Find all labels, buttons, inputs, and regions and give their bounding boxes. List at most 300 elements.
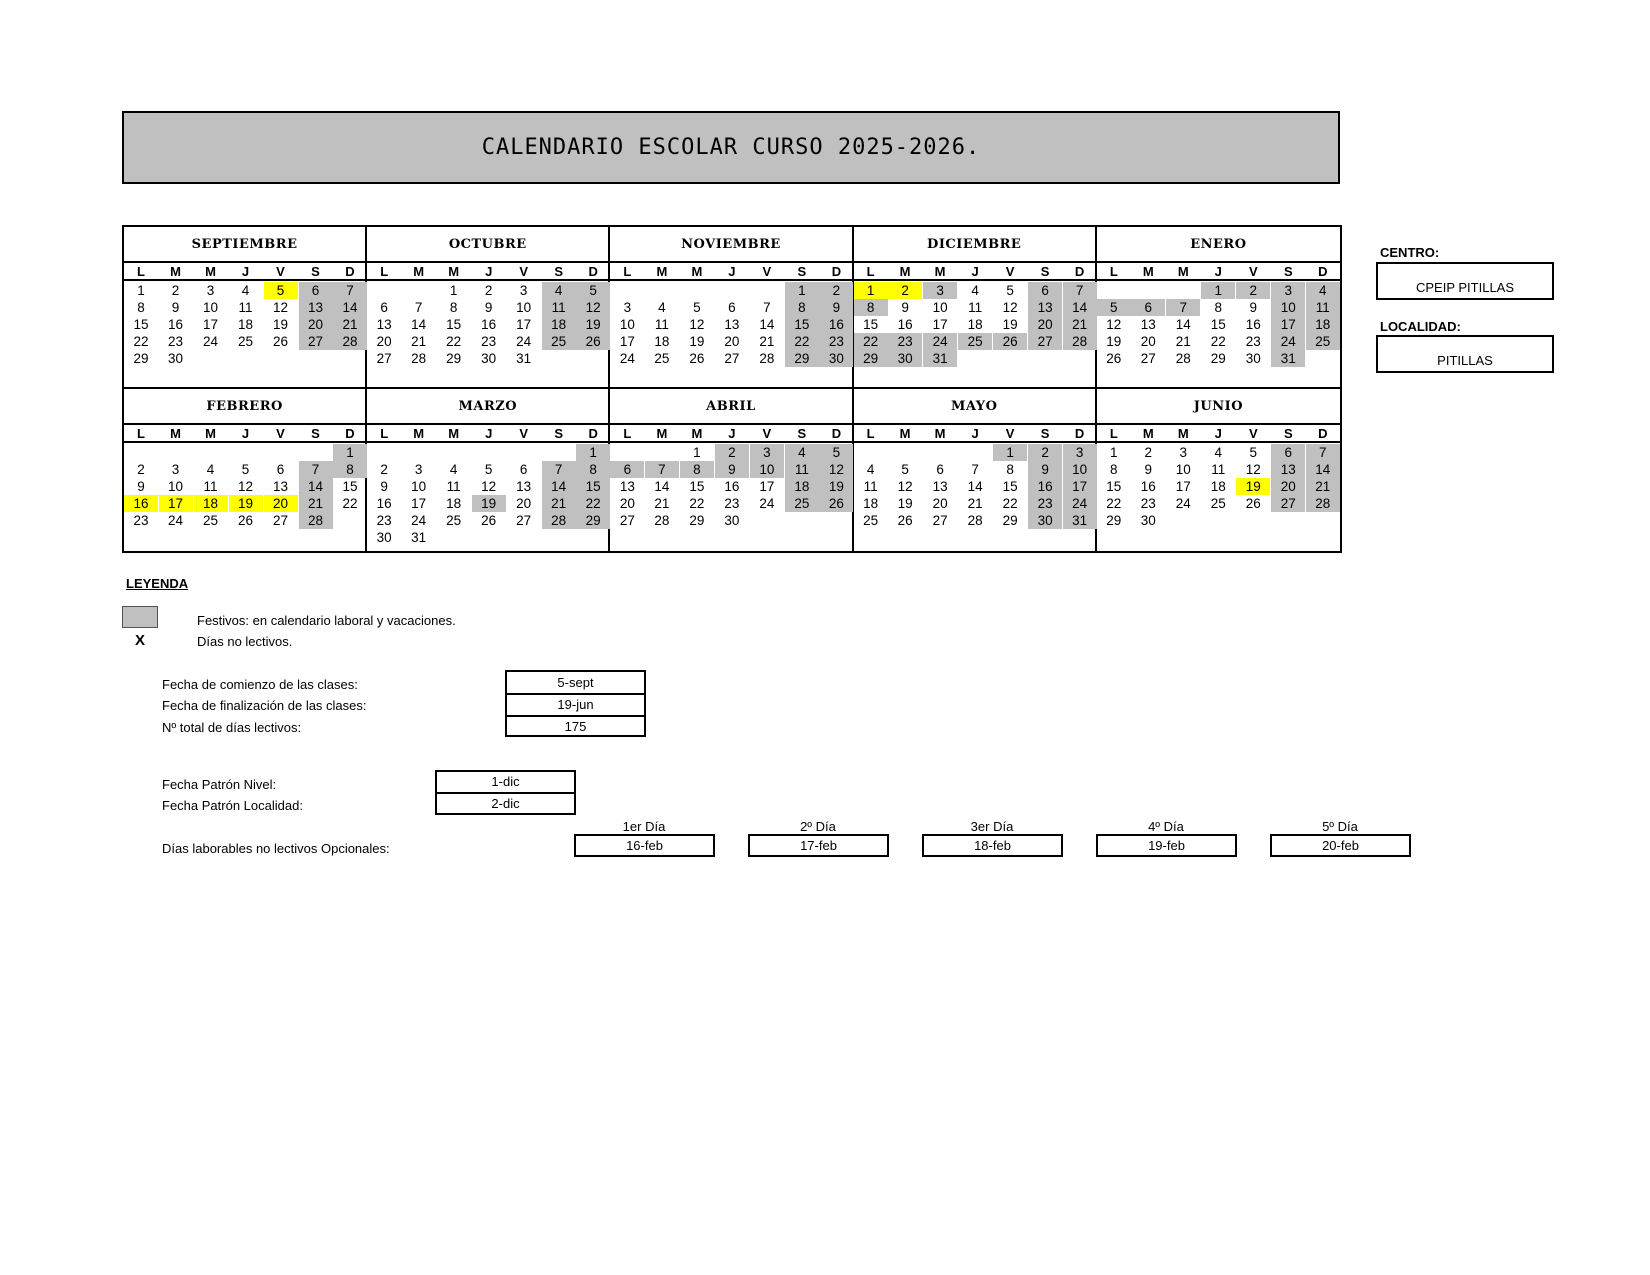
- day-cell: 28: [1306, 495, 1340, 512]
- day-cell: 18: [863, 496, 879, 511]
- day-cell: 11: [542, 299, 576, 316]
- day-cell: 1: [1201, 282, 1235, 299]
- month-octubre: [367, 227, 610, 389]
- day-cell: 2: [137, 462, 145, 477]
- day-cell: 23: [819, 333, 853, 350]
- day-cell: 13: [1028, 299, 1062, 316]
- month-febrero: [124, 389, 367, 551]
- day-cell: 9: [484, 300, 493, 315]
- day-cell: 12: [897, 479, 913, 494]
- day-cell: 31: [516, 351, 532, 366]
- day-cell: 24: [167, 513, 184, 528]
- fechas-box: [505, 670, 646, 737]
- day-cell: 22: [1106, 496, 1122, 511]
- day-cell: 3: [171, 462, 180, 477]
- day-cell: 18: [785, 478, 819, 495]
- day-cell: 25: [1210, 496, 1226, 511]
- calendar-grid: [122, 225, 1342, 553]
- opcional-day-value: 17-feb: [748, 834, 889, 857]
- weekday-label: L: [1109, 426, 1118, 441]
- day-cell: 29: [446, 351, 462, 366]
- day-cell: 18: [446, 496, 462, 511]
- finalizacion-value: 19-jun: [507, 695, 644, 717]
- day-cell: 6: [1028, 282, 1062, 299]
- x-symbol: X: [135, 632, 146, 649]
- day-cell: 4: [658, 300, 666, 315]
- day-cell: 17: [932, 317, 948, 332]
- weekday-header: [610, 263, 851, 281]
- day-cell: 28: [1063, 333, 1097, 350]
- day-cell: 8: [1006, 462, 1014, 477]
- weekday-label: S: [311, 264, 320, 279]
- weekday-label: J: [241, 264, 250, 279]
- month-junio: [1097, 389, 1340, 551]
- month-septiembre: [124, 227, 367, 389]
- month-enero: [1097, 227, 1340, 389]
- day-cell: 10: [1271, 299, 1305, 316]
- day-cell: 11: [785, 461, 819, 478]
- day-cell: 10: [750, 461, 784, 478]
- day-cell: 24: [202, 334, 219, 349]
- weekday-label: D: [1318, 426, 1328, 441]
- day-cell: 30: [1028, 512, 1062, 529]
- day-cell: 19: [689, 334, 705, 349]
- day-cell: 27: [1028, 333, 1062, 350]
- weekday-label: M: [691, 426, 703, 441]
- day-cell: 13: [1271, 461, 1305, 478]
- weekday-label: M: [656, 264, 668, 279]
- day-cell: 8: [576, 461, 610, 478]
- weekday-label: D: [831, 264, 842, 279]
- day-cell: 26: [993, 333, 1027, 350]
- day-cell: 5: [576, 282, 610, 299]
- day-cell: 5: [264, 282, 298, 299]
- day-cell: 6: [1131, 299, 1165, 316]
- day-cell: 17: [1271, 316, 1305, 333]
- day-cell: 29: [854, 350, 888, 367]
- weekday-label: S: [554, 426, 564, 441]
- weekday-label: V: [762, 426, 772, 441]
- weekday-label: S: [1040, 426, 1050, 441]
- day-cell: 1: [1110, 445, 1118, 460]
- day-cell: 30: [888, 350, 922, 367]
- day-cell: 30: [481, 351, 497, 366]
- day-cell: 21: [759, 334, 775, 349]
- day-cell: 25: [202, 513, 219, 528]
- weekday-label: L: [623, 426, 632, 441]
- day-cell: 27: [272, 513, 289, 528]
- day-cell: 17: [1175, 479, 1191, 494]
- day-cell: 31: [1063, 512, 1097, 529]
- day-cell: 21: [542, 495, 576, 512]
- day-cell: 9: [1144, 462, 1153, 477]
- weekday-label: L: [866, 264, 875, 279]
- day-cell: 13: [724, 317, 740, 332]
- day-cell: 23: [1028, 495, 1062, 512]
- day-cell: 22: [854, 333, 888, 350]
- day-cell: 17: [1063, 478, 1097, 495]
- weekday-label: D: [831, 426, 842, 441]
- day-cell: 8: [680, 461, 714, 478]
- day-cell: 30: [1140, 513, 1156, 528]
- weekday-label: S: [554, 264, 564, 279]
- weekday-label: L: [137, 264, 145, 279]
- day-cell: 4: [542, 282, 576, 299]
- weekday-label: S: [797, 426, 807, 441]
- day-cell: 16: [1245, 317, 1261, 332]
- day-cell: 8: [1214, 300, 1223, 315]
- day-cell: 11: [654, 317, 669, 332]
- weekday-label: J: [1214, 426, 1222, 441]
- day-cell: 18: [654, 334, 670, 349]
- weekday-label: V: [1248, 426, 1258, 441]
- day-cell: 21: [1306, 478, 1340, 495]
- weekday-header: [367, 263, 608, 281]
- weekday-label: D: [1074, 426, 1085, 441]
- festivos-text: Festivos: en calendario laboral y vacaciones.: [197, 613, 456, 628]
- weekday-label: V: [1248, 264, 1258, 279]
- day-cell: 1: [854, 282, 888, 299]
- day-cell: 12: [237, 479, 254, 494]
- day-cell: 7: [763, 300, 771, 315]
- weekday-label: M: [1177, 426, 1189, 441]
- day-cell: 4: [449, 462, 458, 477]
- day-cell: 20: [264, 495, 298, 512]
- weekday-label: V: [276, 264, 285, 279]
- day-cell: 11: [238, 300, 253, 315]
- day-cell: 6: [610, 461, 644, 478]
- day-cell: 9: [380, 479, 388, 494]
- day-cell: 14: [759, 317, 775, 332]
- day-cell: 10: [1063, 461, 1097, 478]
- day-cell: 8: [854, 299, 888, 316]
- weekday-header: [610, 425, 851, 443]
- day-cell: 23: [133, 513, 149, 528]
- weekday-label: M: [1142, 426, 1154, 441]
- weekday-label: D: [1318, 264, 1328, 279]
- no-lectivos-text: Días no lectivos.: [197, 634, 293, 649]
- day-cell: 22: [133, 334, 149, 349]
- day-cell: 3: [923, 282, 957, 299]
- weekday-label: L: [137, 426, 145, 441]
- day-cell: 23: [481, 334, 497, 349]
- day-cell: 30: [1245, 351, 1261, 366]
- day-cell: 3: [519, 283, 528, 298]
- day-cell: 16: [376, 496, 392, 511]
- day-cell: 26: [1245, 496, 1261, 511]
- day-cell: 28: [542, 512, 576, 529]
- day-cell: 21: [299, 495, 333, 512]
- day-cell: 27: [619, 513, 635, 528]
- day-cell: 17: [411, 496, 427, 511]
- opcional-day-title: 2º Día: [800, 819, 836, 834]
- day-cell: 29: [689, 513, 705, 528]
- weekday-label: M: [448, 264, 460, 279]
- day-cell: 27: [932, 513, 948, 528]
- day-cell: 10: [516, 300, 532, 315]
- day-cell: 28: [1175, 351, 1191, 366]
- page-title: CALENDARIO ESCOLAR CURSO 2025-2026.: [481, 135, 981, 160]
- day-cell: 14: [542, 478, 576, 495]
- leyenda-title: LEYENDA: [126, 576, 189, 591]
- day-cell: 7: [414, 300, 423, 315]
- weekday-label: J: [971, 426, 979, 441]
- day-cell: 24: [1175, 496, 1191, 511]
- day-cell: 13: [516, 479, 532, 494]
- day-cell: 27: [1271, 495, 1305, 512]
- opcional-day-value: 18-feb: [922, 834, 1063, 857]
- day-cell: 16: [124, 495, 158, 512]
- day-cell: 22: [342, 496, 358, 511]
- day-cell: 2: [171, 283, 180, 298]
- day-cell: 9: [819, 299, 853, 316]
- weekday-label: V: [519, 264, 529, 279]
- day-cell: 14: [654, 479, 670, 494]
- day-cell: 6: [380, 300, 388, 315]
- weekday-label: J: [1214, 264, 1222, 279]
- day-cell: 6: [728, 300, 736, 315]
- weekday-label: M: [899, 264, 911, 279]
- day-cell: 2: [1144, 445, 1153, 460]
- day-cell: 10: [1175, 462, 1191, 477]
- month-marzo: [367, 389, 610, 551]
- comienzo-value: 5-sept: [507, 672, 644, 695]
- centro-value: CPEIP PITILLAS: [1415, 280, 1515, 295]
- day-cell: 18: [194, 495, 228, 512]
- opcional-day-title: 5º Día: [1322, 819, 1358, 834]
- day-cell: 29: [1210, 351, 1226, 366]
- weekday-label: V: [762, 264, 772, 279]
- day-cell: 19: [897, 496, 913, 511]
- day-cell: 6: [936, 462, 944, 477]
- weekday-header: [124, 425, 365, 443]
- day-cell: 14: [1306, 461, 1340, 478]
- day-cell: 31: [411, 530, 427, 545]
- centro-box: [1376, 262, 1554, 300]
- day-cell: 21: [1063, 316, 1097, 333]
- day-cell: 14: [299, 478, 333, 495]
- day-cell: 19: [1002, 317, 1018, 332]
- day-cell: 22: [446, 334, 462, 349]
- day-cell: 16: [724, 479, 740, 494]
- day-cell: 30: [167, 351, 184, 366]
- day-cell: 21: [1175, 334, 1191, 349]
- weekday-label: L: [623, 264, 632, 279]
- day-cell: 19: [472, 495, 506, 512]
- day-cell: 19: [272, 317, 289, 332]
- day-cell: 15: [446, 317, 462, 332]
- day-cell: 24: [1063, 495, 1097, 512]
- day-cell: 2: [380, 462, 388, 477]
- day-cell: 23: [1140, 496, 1156, 511]
- month-name: SEPTIEMBRE: [124, 227, 365, 263]
- day-cell: 3: [623, 300, 632, 315]
- day-cell: 10: [167, 479, 184, 494]
- day-cell: 1: [137, 283, 145, 298]
- weekday-label: S: [1283, 264, 1293, 279]
- weekday-label: V: [276, 426, 285, 441]
- day-cell: 28: [333, 333, 367, 350]
- day-cell: 16: [819, 316, 853, 333]
- day-cell: 26: [576, 333, 610, 350]
- day-cell: 15: [133, 317, 149, 332]
- weekday-label: M: [413, 426, 425, 441]
- day-cell: 19: [1106, 334, 1122, 349]
- weekday-label: D: [345, 264, 355, 279]
- day-cell: 5: [241, 462, 250, 477]
- day-cell: 9: [715, 461, 749, 478]
- day-cell: 4: [971, 283, 979, 298]
- weekday-label: M: [448, 426, 460, 441]
- weekday-label: M: [934, 426, 946, 441]
- day-cell: 17: [759, 479, 775, 494]
- day-cell: 6: [276, 462, 285, 477]
- day-cell: 19: [576, 316, 610, 333]
- day-cell: 20: [1140, 334, 1156, 349]
- weekday-label: J: [728, 426, 736, 441]
- weekday-label: M: [170, 426, 181, 441]
- day-cell: 3: [750, 444, 784, 461]
- opcional-day-value: 16-feb: [574, 834, 715, 857]
- day-cell: 7: [1166, 299, 1200, 316]
- day-cell: 12: [576, 299, 610, 316]
- day-cell: 4: [1214, 445, 1223, 460]
- calendar-title-box: [122, 111, 1340, 184]
- day-cell: 10: [202, 300, 219, 315]
- day-cell: 1: [693, 445, 701, 460]
- day-cell: 20: [619, 496, 635, 511]
- day-cell: 4: [785, 444, 819, 461]
- day-cell: 5: [1006, 283, 1014, 298]
- day-cell: 11: [968, 300, 983, 315]
- day-cell: 20: [299, 316, 333, 333]
- day-cell: 23: [376, 513, 392, 528]
- day-cell: 26: [481, 513, 497, 528]
- weekday-label: J: [485, 264, 493, 279]
- opcionales-label: Días laborables no lectivos Opcionales:: [162, 841, 390, 856]
- day-cell: 13: [299, 299, 333, 316]
- day-cell: 9: [137, 479, 145, 494]
- day-cell: 8: [449, 300, 458, 315]
- day-cell: 21: [333, 316, 367, 333]
- day-cell: 7: [542, 461, 576, 478]
- day-cell: 3: [1063, 444, 1097, 461]
- day-cell: 6: [1271, 444, 1305, 461]
- day-cell: 25: [863, 513, 879, 528]
- month-name: ENERO: [1097, 227, 1340, 263]
- weekday-header: [1097, 263, 1340, 281]
- opcional-day-title: 3er Día: [970, 819, 1014, 834]
- day-cell: 21: [967, 496, 983, 511]
- day-cell: 7: [1063, 282, 1097, 299]
- day-cell: 25: [446, 513, 462, 528]
- day-cell: 21: [411, 334, 427, 349]
- day-cell: 27: [299, 333, 333, 350]
- day-cell: 1: [449, 283, 458, 298]
- weekday-label: M: [413, 264, 425, 279]
- day-cell: 16: [1028, 478, 1062, 495]
- day-cell: 14: [967, 479, 983, 494]
- month-name: FEBRERO: [124, 389, 365, 425]
- day-cell: 17: [159, 495, 193, 512]
- day-cell: 29: [785, 350, 819, 367]
- day-cell: 22: [1210, 334, 1226, 349]
- day-cell: 8: [137, 300, 145, 315]
- day-cell: 9: [1028, 461, 1062, 478]
- weekday-label: L: [1109, 264, 1118, 279]
- day-cell: 19: [229, 495, 263, 512]
- day-cell: 7: [299, 461, 333, 478]
- day-cell: 7: [645, 461, 679, 478]
- weekday-header: [854, 425, 1095, 443]
- weekday-label: M: [170, 264, 181, 279]
- weekday-label: V: [519, 426, 529, 441]
- weekday-label: M: [205, 426, 216, 441]
- day-cell: 12: [272, 300, 289, 315]
- weekday-label: J: [971, 264, 979, 279]
- day-cell: 5: [1249, 445, 1258, 460]
- day-cell: 25: [654, 351, 670, 366]
- day-cell: 15: [1106, 479, 1122, 494]
- opcional-day-value: 20-feb: [1270, 834, 1411, 857]
- day-cell: 17: [516, 317, 532, 332]
- day-cell: 11: [446, 479, 461, 494]
- day-cell: 24: [1271, 333, 1305, 350]
- day-cell: 18: [967, 317, 983, 332]
- day-cell: 9: [171, 300, 180, 315]
- weekday-label: V: [1005, 264, 1015, 279]
- day-cell: 15: [863, 317, 879, 332]
- day-cell: 29: [133, 351, 149, 366]
- day-cell: 12: [481, 479, 497, 494]
- weekday-label: J: [241, 426, 250, 441]
- day-cell: 2: [1028, 444, 1062, 461]
- day-cell: 3: [1179, 445, 1188, 460]
- day-cell: 19: [1236, 478, 1270, 495]
- day-cell: 27: [376, 351, 392, 366]
- day-cell: 28: [299, 512, 333, 529]
- weekday-label: D: [588, 264, 598, 279]
- month-name: NOVIEMBRE: [610, 227, 851, 263]
- day-cell: 2: [1236, 282, 1270, 299]
- day-cell: 15: [785, 316, 819, 333]
- day-cell: 16: [481, 317, 497, 332]
- day-cell: 5: [484, 462, 493, 477]
- month-diciembre: [854, 227, 1097, 389]
- day-cell: 20: [724, 334, 740, 349]
- day-cell: 25: [958, 333, 992, 350]
- localidad-value: PITILLAS: [1437, 353, 1493, 368]
- weekday-label: V: [1005, 426, 1015, 441]
- day-cell: 13: [619, 479, 635, 494]
- weekday-label: J: [485, 426, 493, 441]
- day-cell: 20: [516, 496, 532, 511]
- weekday-label: M: [205, 264, 216, 279]
- day-cell: 5: [819, 444, 853, 461]
- day-cell: 25: [1306, 333, 1340, 350]
- patron-localidad-label: Fecha Patrón Localidad:: [162, 798, 303, 813]
- day-cell: 18: [237, 317, 254, 332]
- day-cell: 26: [272, 334, 289, 349]
- weekday-label: D: [1074, 264, 1085, 279]
- day-cell: 19: [819, 478, 853, 495]
- day-cell: 15: [1002, 479, 1018, 494]
- weekday-label: L: [380, 264, 389, 279]
- day-cell: 11: [1211, 462, 1226, 477]
- month-name: JUNIO: [1097, 389, 1340, 425]
- day-cell: 2: [715, 444, 749, 461]
- total-label: Nº total de días lectivos:: [162, 720, 302, 735]
